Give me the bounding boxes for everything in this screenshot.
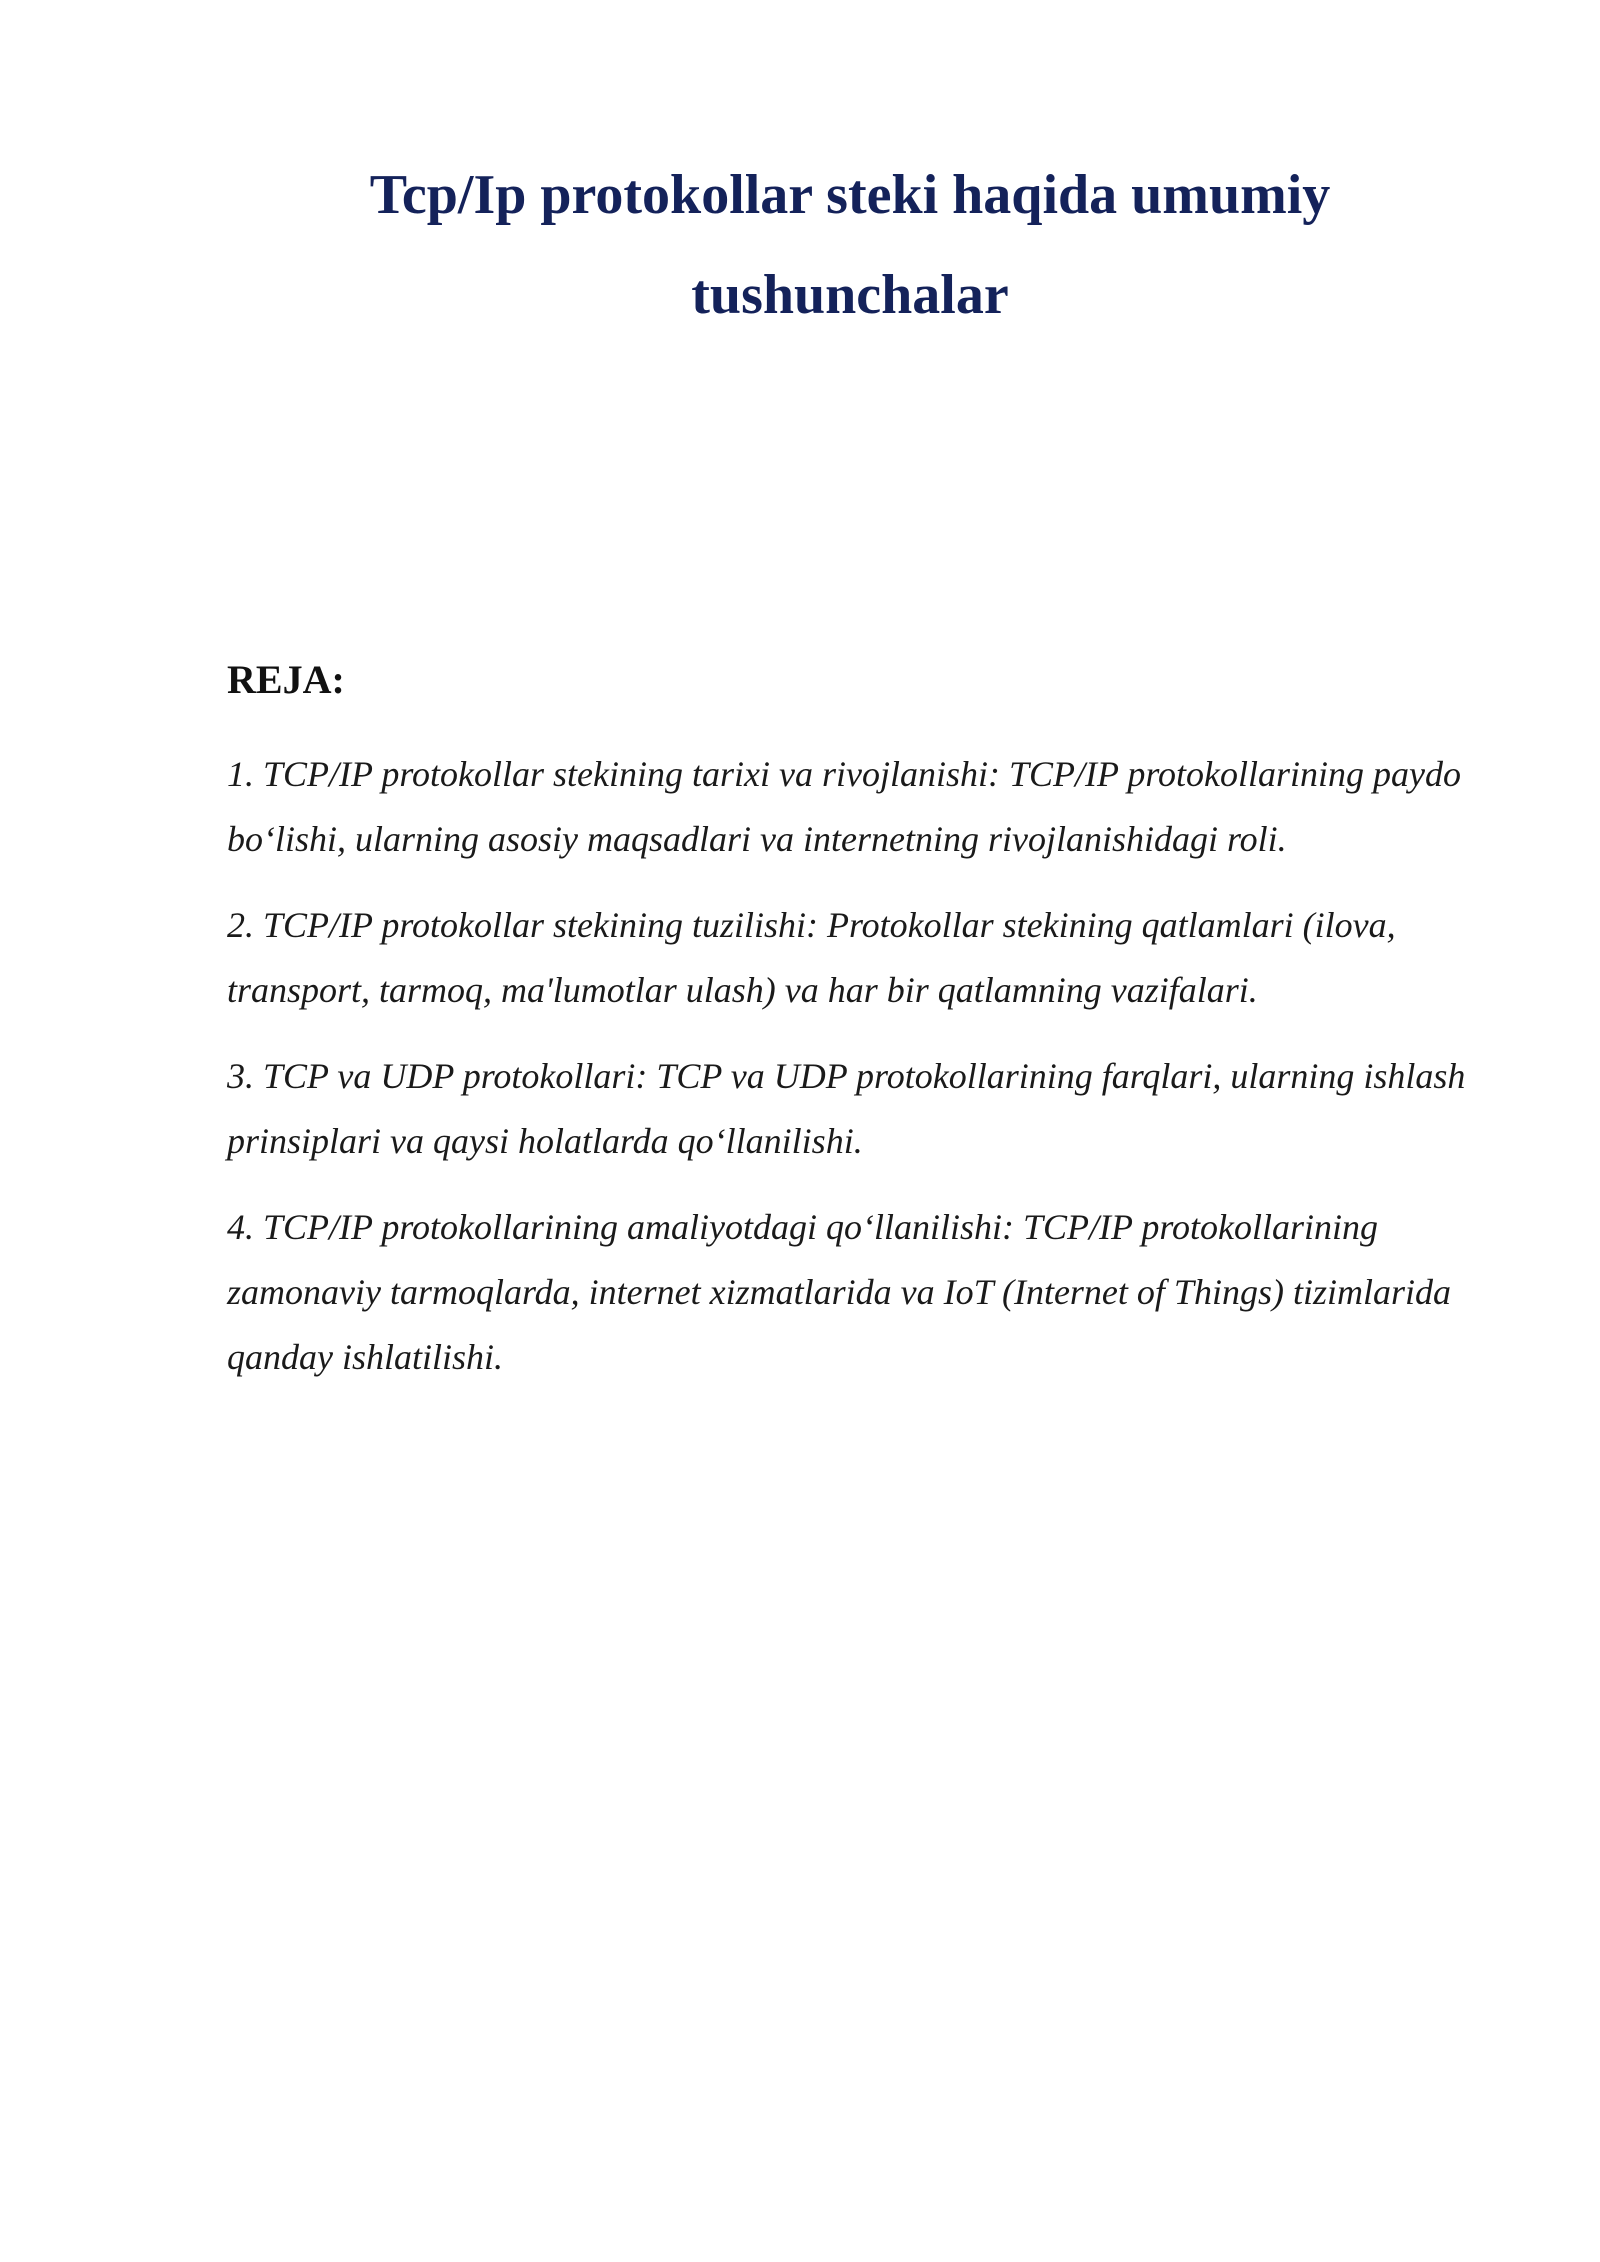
plan-item-1: 1. TCP/IP protokollar stekining tarixi va rivojlanishi: TCP/IP protokollarining paydo bo‘lishi, ularning asosiy maqsadlari va internetning rivojlanishidagi roli. xyxy=(227,754,1461,859)
plan-item-2: 2. TCP/IP protokollar stekining tuzilishi: Protokollar stekining qatlamlari (ilova, transport, tarmoq, ma'lumotlar ulash) va har bir qatlamning vazifalari. xyxy=(227,905,1396,1010)
page-title xyxy=(290,145,1410,345)
title-line-1: Tcp/Ip protokollar steki haqida umumiy xyxy=(369,164,1331,226)
title-line-2: tushunchalar xyxy=(691,264,1009,326)
plan-item-4: 4. TCP/IP protokollarining amaliyotdagi qo‘llanilishi: TCP/IP protokollarining zamonaviy tarmoqlarda, internet xizmatlarida va IoT (Internet of Things) tizimlarida qanday ishlatilishi. xyxy=(227,1207,1451,1377)
plan-item-3: 3. TCP va UDP protokollari: TCP va UDP protokollarining farqlari, ularning ishlash prinsiplari va qaysi holatlarda qo‘llanilishi. xyxy=(227,1056,1466,1161)
plan-list xyxy=(227,742,1467,1411)
plan-heading: REJA: xyxy=(227,657,345,702)
